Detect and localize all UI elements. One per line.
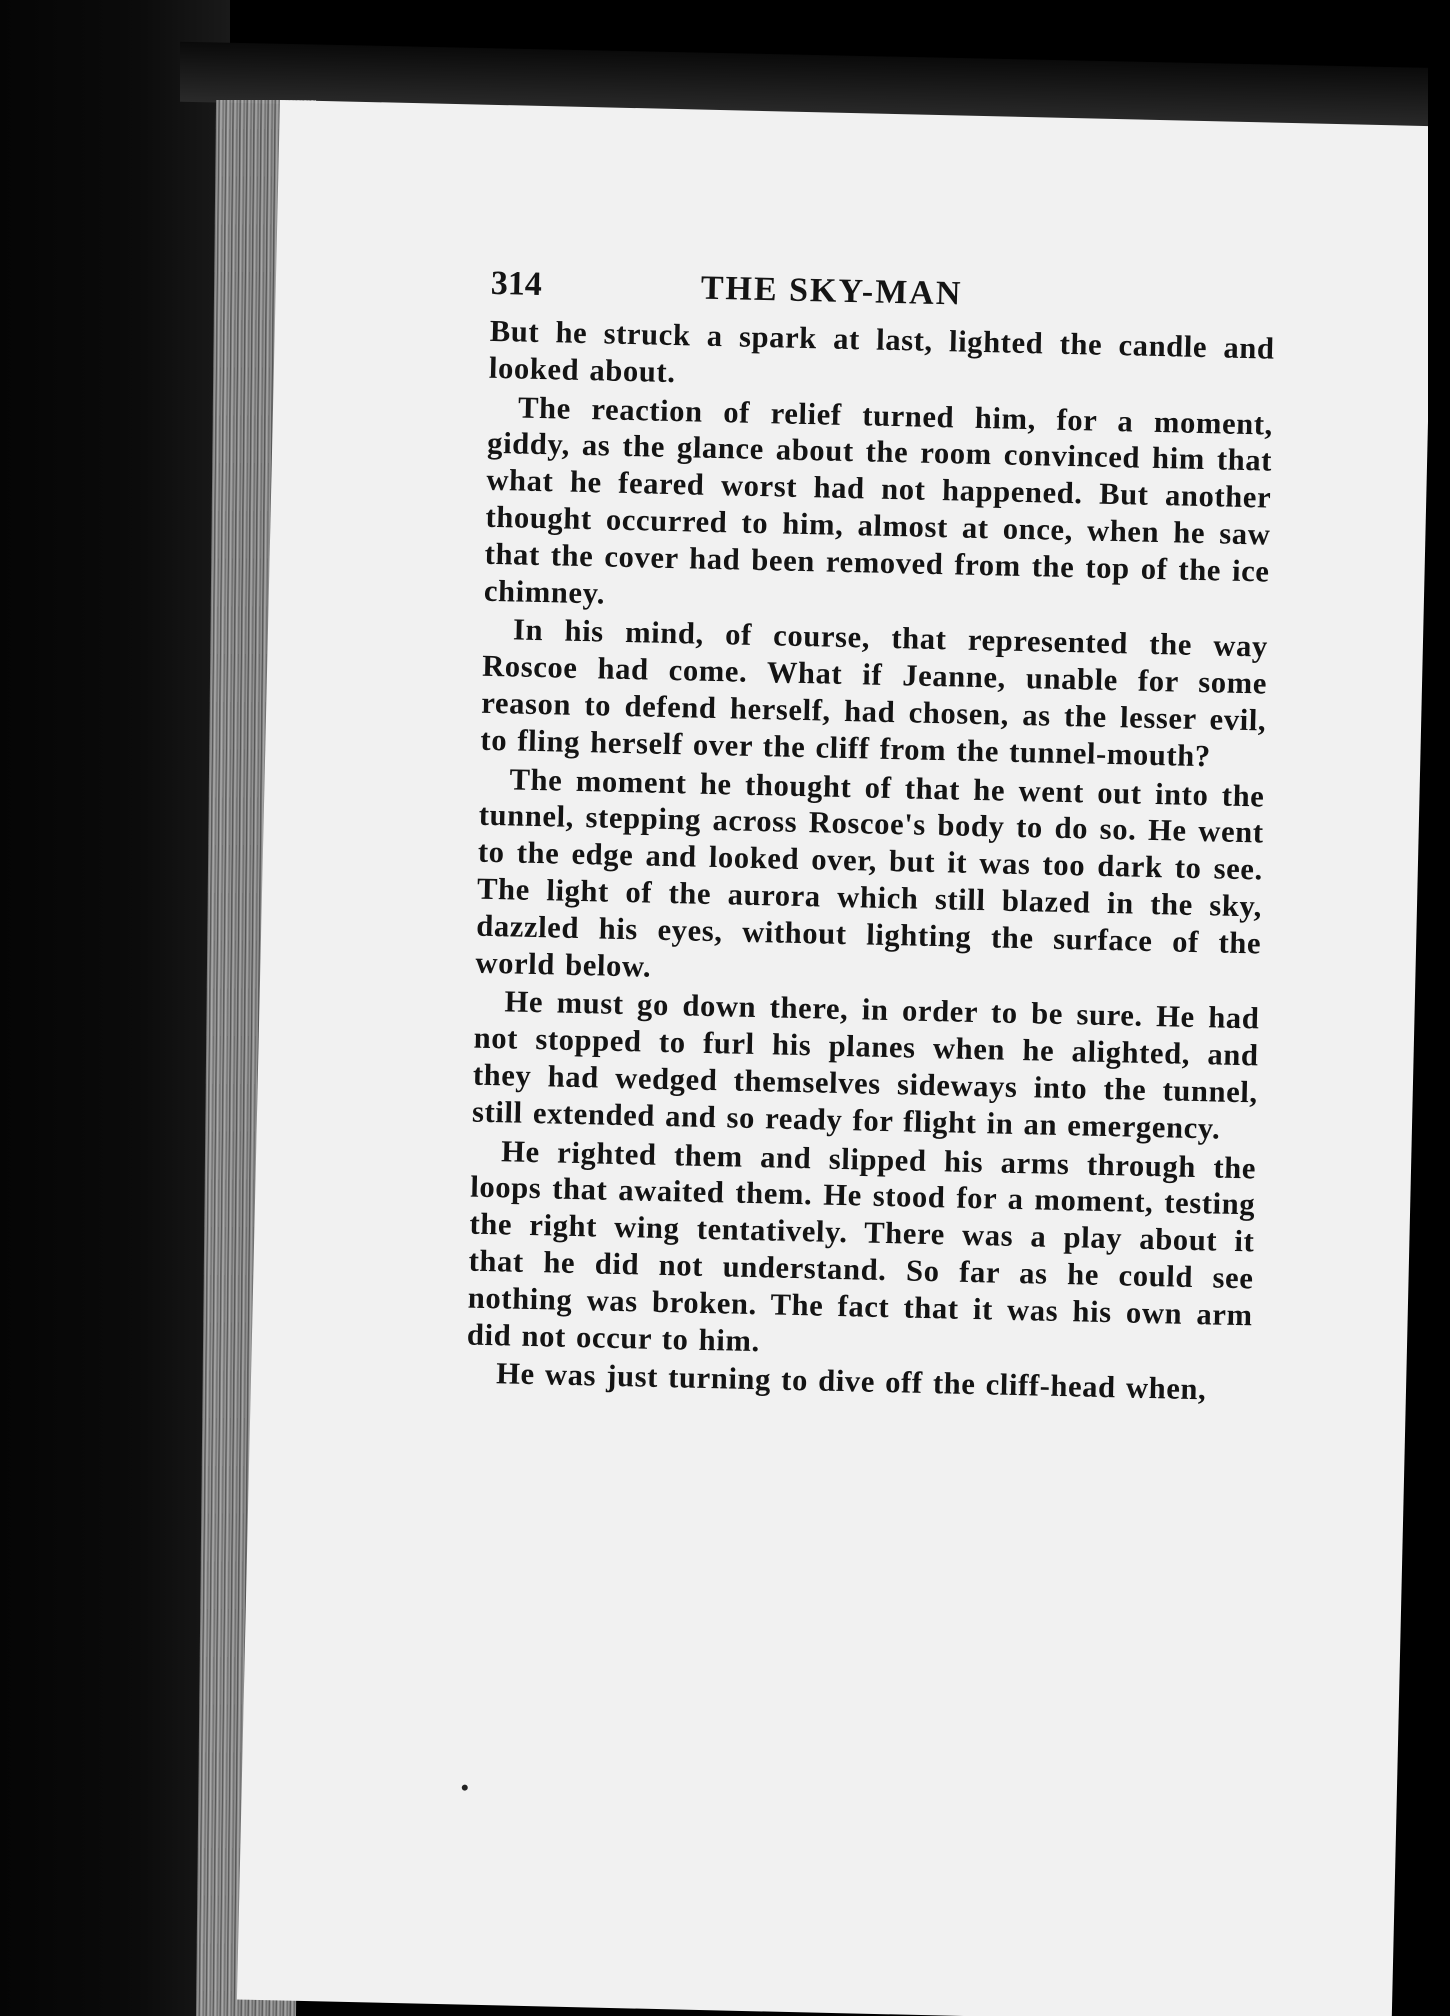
right-margin-shadow: [1428, 0, 1450, 2016]
running-head: [490, 265, 1276, 321]
paragraph: In his mind, of course, that represented the way Roscoe had come. What if Jeanne, unable for some reason to defend herself, had chosen, as the lesser evil, to fling herself over the cliff from the tunnel-mouth?: [480, 612, 1269, 774]
paragraph: But he struck a spark at last, lighted the candle and looked about.: [488, 313, 1276, 389]
page-number: 314: [490, 264, 543, 303]
ink-speck: [462, 1785, 468, 1791]
page-content: [466, 265, 1276, 1412]
book-spine-shadow: [0, 0, 230, 2016]
book-page: [237, 100, 1435, 2016]
paragraph: He must go down there, in order to be sure. He had not stopped to furl his planes when he alighted, and they had wedged themselves sideways into the tunnel, still extended and so ready for flight in an emergency.: [471, 984, 1260, 1146]
paragraph: He was just turning to dive off the cliff-head when,: [495, 1356, 1207, 1407]
book-title: THE SKY-MAN: [700, 269, 963, 313]
paragraph: The moment he thought of that he went out into the tunnel, stepping across Roscoe's body to do so. He went to the edge and looked over, but it was too dark to see. The light of the aurora which still blazed in the sky, dazzled his eyes, without lighting the surface of the world below.: [475, 761, 1265, 984]
paragraph: The reaction of relief turned him, for a moment, giddy, as the glance about the room convinced him that what he feared worst had not happened. But another thought occurred to him, almost at once, when he saw that the cover had been removed from the top of the ice chimney.: [483, 390, 1274, 611]
paragraph: He righted them and slipped his arms through the loops that awaited them. He stood for a moment, testing the right wing tentatively. There was a play about it that he did not understand. So far as he could see nothing was broken. The fact that it was his own arm did not occur to him.: [466, 1133, 1257, 1358]
